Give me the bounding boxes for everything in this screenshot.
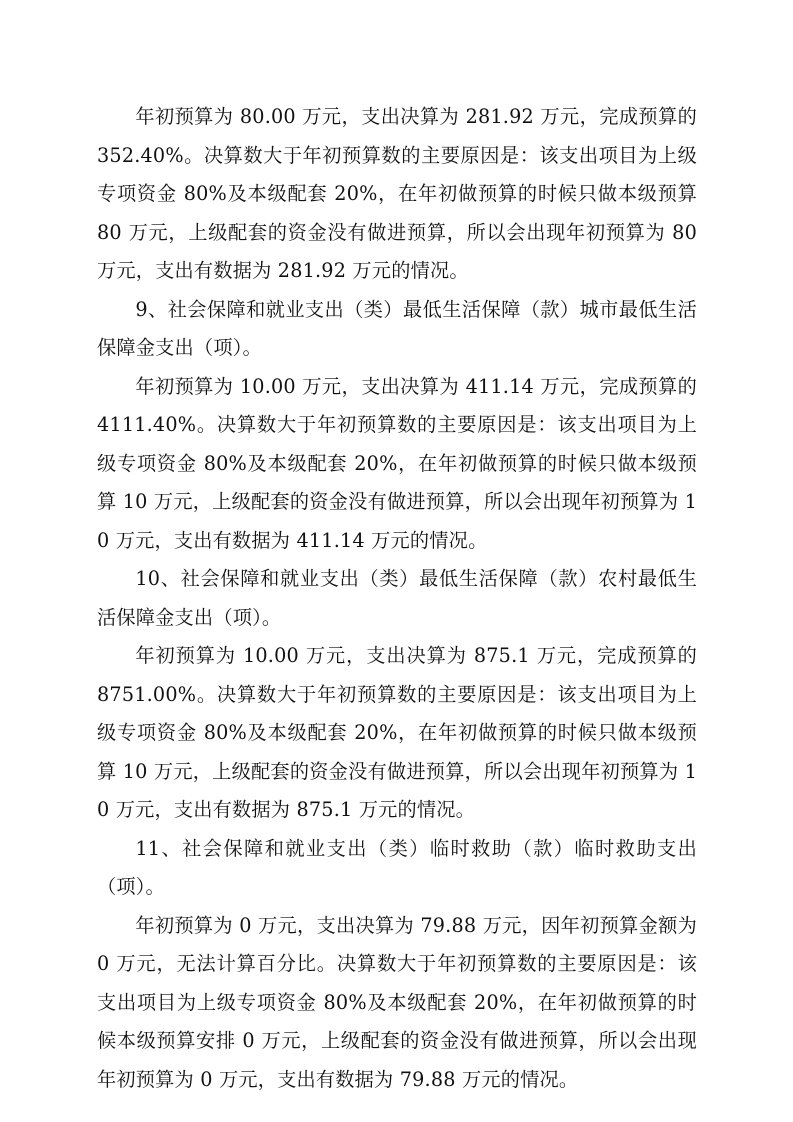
paragraph-budget-item-9-detail: 年初预算为 10.00 万元，支出决算为 411.14 万元，完成预算的 4111.40%。决算数大于年初预算数的主要原因是：该支出项目为上级专项资金 80%及本级配套 20%，在年初做预算的时候只做本级预算 10 万元，上级配套的资金没有做进预算，所以会出现年初预算为 10 万元，支出有数据为 411.14 万元的情况。 [97,374,697,552]
heading-item-10: 10、社会保障和就业支出（类）最低生活保障（款）农村最低生活保障金支出（项）。 [97,567,697,629]
paragraph-budget-item-8-detail: 年初预算为 80.00 万元，支出决算为 281.92 万元，完成预算的 352.40%。决算数大于年初预算数的主要原因是：该支出项目为上级专项资金 80%及本级配套 20%，在年初做预算的时候只做本级预算 80 万元，上级配套的资金没有做进预算，所以会出现年初预算为 80 万元，支出有数据为 281.92 万元的情况。 [97,105,697,282]
heading-item-9: 9、社会保障和就业支出（类）最低生活保障（款）城市最低生活保障金支出（项）。 [97,297,697,359]
document-body [97,98,697,1099]
paragraph-budget-item-11-detail: 年初预算为 0 万元，支出决算为 79.88 万元，因年初预算金额为 0 万元，无法计算百分比。决算数大于年初预算数的主要原因是：该支出项目为上级专项资金 80%及本级配套 20%，在年初做预算的时候本级预算安排 0 万元，上级配套的资金没有做进预算，所以会出现年初预算为 0 万元，支出有数据为 79.88 万元的情况。 [97,913,697,1091]
paragraph-budget-item-10-detail: 年初预算为 10.00 万元，支出决算为 875.1 万元，完成预算的 8751.00%。决算数大于年初预算数的主要原因是：该支出项目为上级专项资金 80%及本级配套 20%，在年初做预算的时候只做本级预算 10 万元，上级配套的资金没有做进预算，所以会出现年初预算为 10 万元，支出有数据为 875.1 万元的情况。 [97,644,697,821]
heading-item-11: 11、社会保障和就业支出（类）临时救助（款）临时救助支出（项）。 [97,836,697,898]
